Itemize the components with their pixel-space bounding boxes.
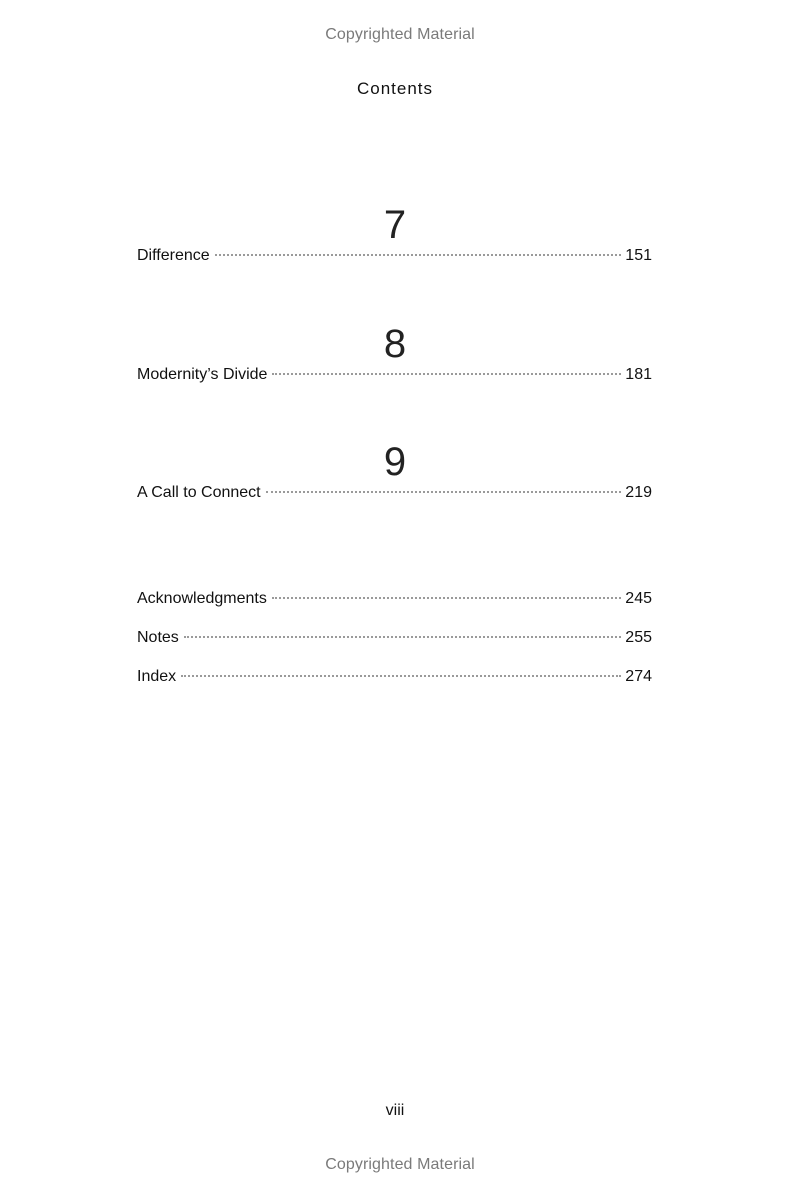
copyright-watermark-top: Copyrighted Material <box>325 26 475 43</box>
toc-entry-index[interactable] <box>137 667 652 687</box>
toc-entry-acknowledgments[interactable] <box>137 589 652 609</box>
page-number: viii <box>385 1102 405 1119</box>
chapter-number: 9 <box>383 440 407 484</box>
toc-entry-page: 219 <box>625 484 652 501</box>
chapter-number: 8 <box>383 322 407 366</box>
dot-leader <box>215 254 622 256</box>
dot-leader <box>181 675 621 677</box>
chapter-number: 7 <box>383 203 407 247</box>
toc-entry-title: Acknowledgments <box>137 590 267 607</box>
toc-entry-page: 255 <box>625 629 652 646</box>
copyright-watermark-bottom: Copyrighted Material <box>325 1156 475 1173</box>
toc-entry-notes[interactable] <box>137 628 652 648</box>
toc-entry-chapter-8[interactable] <box>137 365 652 385</box>
toc-entry-chapter-9[interactable] <box>137 483 652 503</box>
toc-entry-title: Notes <box>137 629 179 646</box>
contents-heading: Contents <box>356 79 434 98</box>
toc-entry-chapter-7[interactable] <box>137 246 652 266</box>
dot-leader <box>272 373 621 375</box>
toc-entry-title: Index <box>137 668 177 685</box>
toc-entry-page: 274 <box>625 668 652 685</box>
toc-entry-page: 245 <box>625 590 652 607</box>
toc-entry-title: Modernity’s Divide <box>137 366 268 383</box>
dot-leader <box>184 636 622 638</box>
toc-entry-page: 151 <box>625 247 652 264</box>
dot-leader <box>266 491 622 493</box>
toc-entry-title: A Call to Connect <box>137 484 261 501</box>
dot-leader <box>272 597 621 599</box>
toc-entry-page: 181 <box>625 366 652 383</box>
toc-entry-title: Difference <box>137 247 210 264</box>
